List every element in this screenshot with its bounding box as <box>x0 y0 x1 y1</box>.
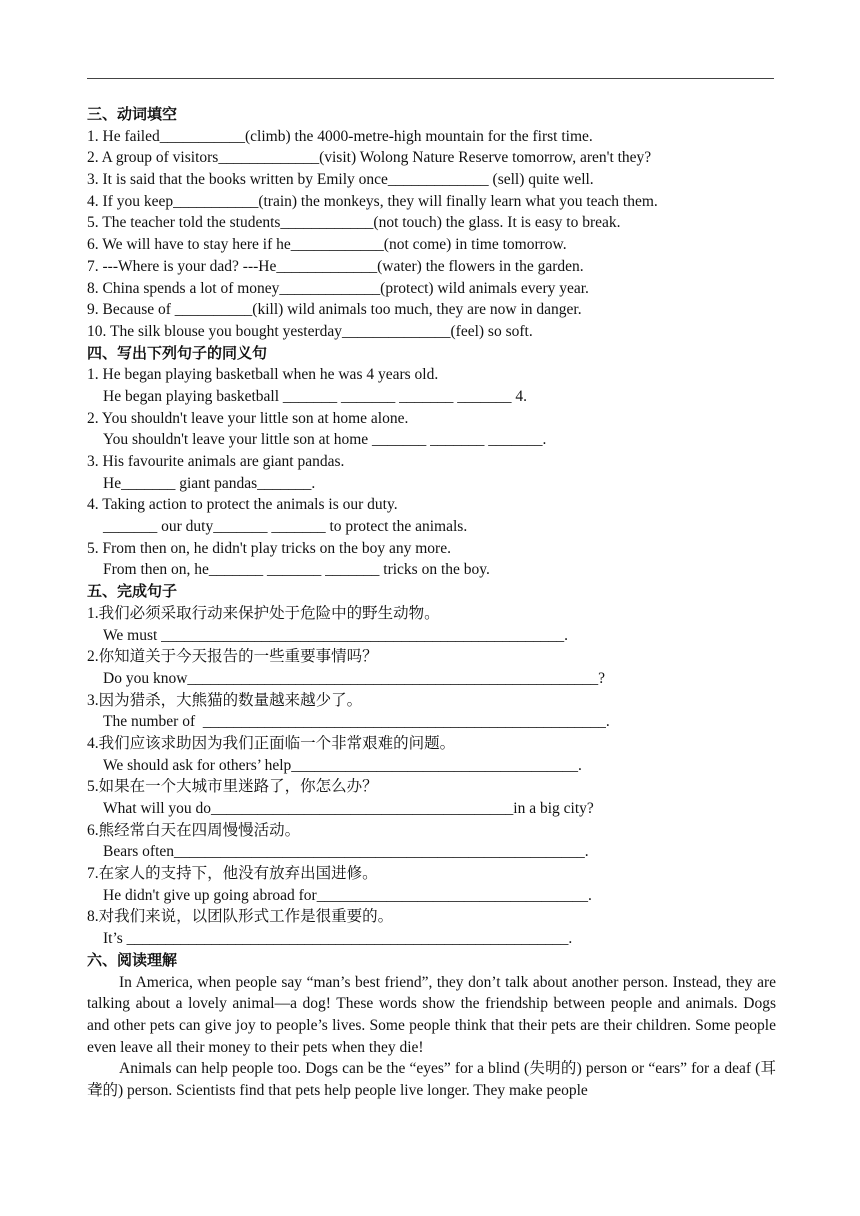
fill-in-item: 7. ---Where is your dad? ---He_____________(water) the flowers in the garden. <box>87 257 584 275</box>
synonym-question: 3. His favourite animals are giant pandas. <box>87 453 345 470</box>
translation-prompt: 2.你知道关于今天报告的一些重要事情吗？ <box>87 648 378 666</box>
fill-in-item: 1. He failed___________(climb) the 4000-metre-high mountain for the first time. <box>87 127 593 145</box>
translation-prompt: 5.如果在一个大城市里迷路了，你怎么办？ <box>87 778 378 796</box>
worksheet-content <box>87 104 776 1102</box>
synonym-question: 1. He began playing basketball when he was 4 years old. <box>87 366 439 384</box>
synonym-answer: He began playing basketball _______ _______ _______ _______ 4. <box>103 387 528 405</box>
section-3-list <box>87 126 776 343</box>
translation-answer: We must ____________________________________________________. <box>103 626 569 644</box>
header-rule <box>87 78 774 79</box>
fill-in-item: 9. Because of __________(kill) wild animals too much, they are now in danger. <box>87 301 582 319</box>
synonym-answer: He_______ giant pandas_______. <box>103 474 316 492</box>
section-6-heading: 六、阅读理解 <box>87 950 178 969</box>
synonym-question: 2. You shouldn't leave your little son at home alone. <box>87 409 409 427</box>
translation-prompt: 6.熊经常白天在四周慢慢活动。 <box>87 821 301 839</box>
reading-paragraph: In America, when people say “man’s best friend”, they don’t talk about another person. Instead, they are talking about a lovely animal—a dog! These words show the friendship between people and animals. Dogs and other pets can give joy to people’s lives. Some people think that their pets are their children. Some people even leave all their money to their pets when they die! <box>87 973 776 1056</box>
reading-paragraph: Animals can help people too. Dogs can be the “eyes” for a blind (失明的) person or “ears” for a deaf (耳聋的) person. Scientists find that pets help people live longer. They make people <box>87 1060 776 1100</box>
synonym-question: 5. From then on, he didn't play tricks on the boy any more. <box>87 539 451 557</box>
synonym-answer: You shouldn't leave your little son at home _______ _______ _______. <box>103 431 547 449</box>
translation-prompt: 4.我们应该求助因为我们正面临一个非常艰难的问题。 <box>87 734 456 752</box>
fill-in-item: 3. It is said that the books written by Emily once_____________ (sell) quite well. <box>87 171 594 189</box>
translation-answer: It’s _________________________________________________________. <box>103 930 573 948</box>
translation-prompt: 1.我们必须采取行动来保护处于危险中的野生动物。 <box>87 604 440 622</box>
fill-in-item: 8. China spends a lot of money_____________(protect) wild animals every year. <box>87 279 589 297</box>
synonym-question: 4. Taking action to protect the animals is our duty. <box>87 496 398 514</box>
fill-in-item: 10. The silk blouse you bought yesterday______________(feel) so soft. <box>87 322 533 340</box>
translation-answer: Do you know_____________________________________________________? <box>103 669 606 687</box>
synonym-answer: From then on, he_______ _______ _______ tricks on the boy. <box>103 561 490 579</box>
translation-answer: We should ask for others’ help_____________________________________. <box>103 756 582 774</box>
fill-in-item: 2. A group of visitors_____________(visit) Wolong Nature Reserve tomorrow, aren't they? <box>87 149 652 167</box>
fill-in-item: 6. We will have to stay here if he____________(not come) in time tomorrow. <box>87 236 567 254</box>
section-4-heading: 四、写出下列句子的同义句 <box>87 343 268 362</box>
translation-prompt: 8.对我们来说，以团队形式工作是很重要的。 <box>87 908 394 926</box>
fill-in-item: 4. If you keep___________(train) the monkeys, they will finally learn what you teach them. <box>87 192 658 210</box>
translation-answer: What will you do_______________________________________in a big city? <box>103 800 594 817</box>
translation-prompt: 3.因为猎杀，大熊猫的数量越来越少了。 <box>87 691 363 709</box>
synonym-answer: _______ our duty_______ _______ to protect the animals. <box>103 518 468 536</box>
fill-in-item: 5. The teacher told the students____________(not touch) the glass. It is easy to break. <box>87 214 621 232</box>
translation-answer: Bears often_____________________________________________________. <box>103 843 589 861</box>
section-5-list <box>87 603 776 950</box>
translation-prompt: 7.在家人的支持下，他没有放弃出国进修。 <box>87 865 378 883</box>
section-4-list <box>87 364 776 581</box>
translation-answer: The number of ____________________________________________________. <box>103 713 610 731</box>
section-3-heading: 三、动词填空 <box>87 105 178 123</box>
translation-answer: He didn't give up going abroad for___________________________________. <box>103 886 592 904</box>
section-5-heading: 五、完成句子 <box>87 582 178 601</box>
